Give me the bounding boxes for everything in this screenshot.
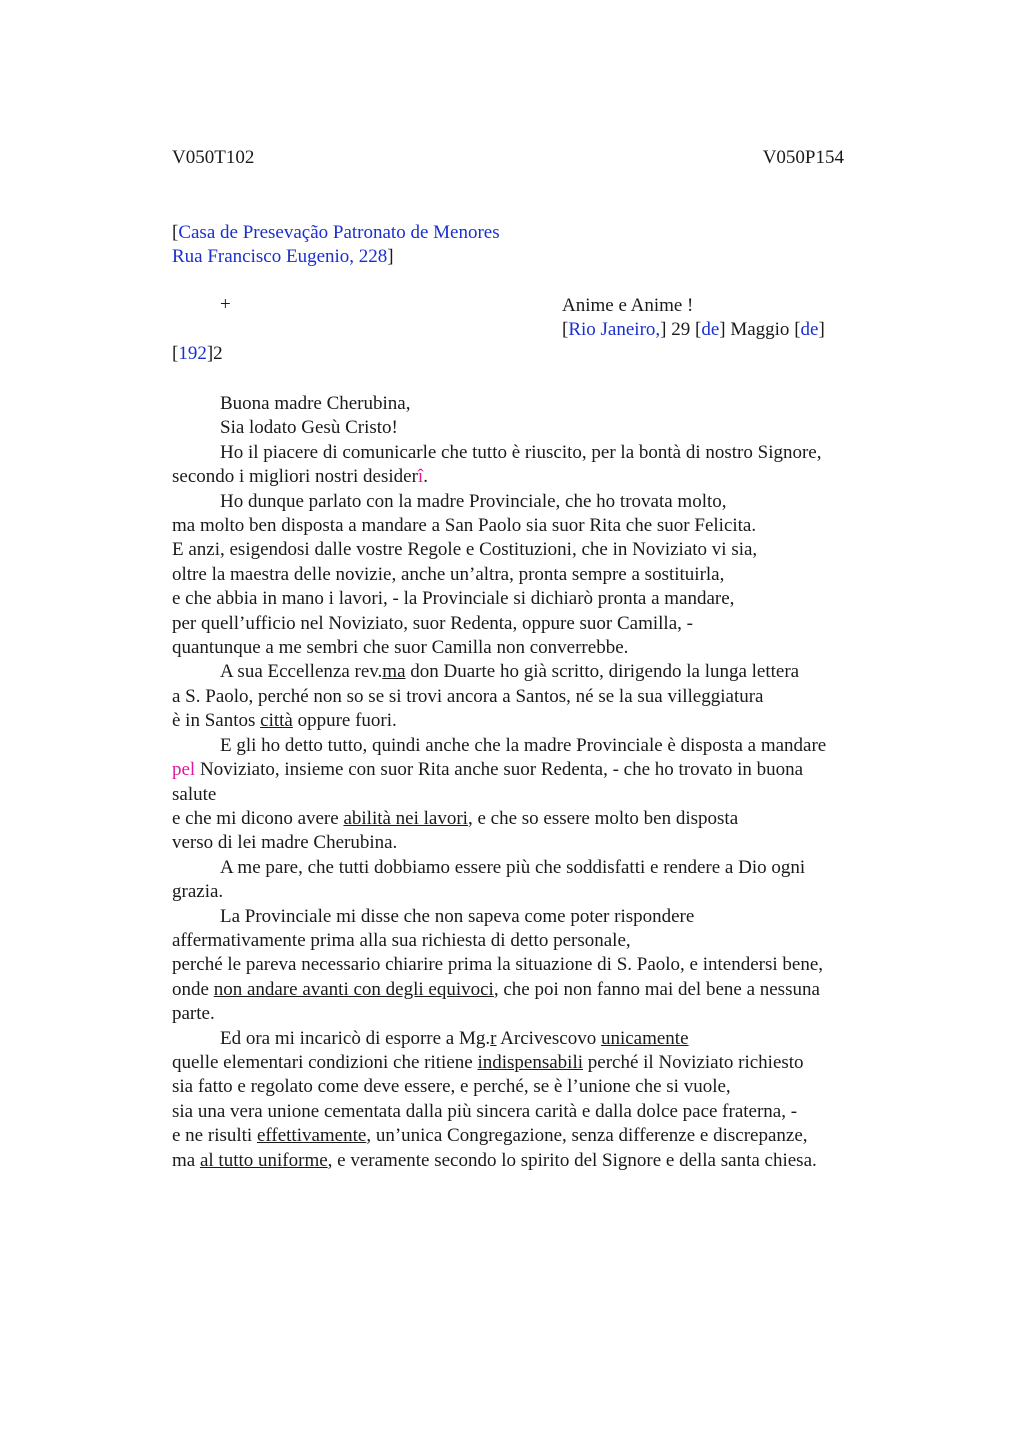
- underlined-text: indispensabili: [477, 1051, 584, 1073]
- underlined-text: ma: [382, 661, 406, 683]
- letter-line: pel Noviziato, insieme con suor Rita anche suor Redenta, - che ho trovato in buona: [172, 759, 804, 781]
- address-institution: Casa de Presevação Patronato de Menores: [178, 222, 500, 243]
- letter-line: e che mi dicono avere abilità nei lavori, e che so essere molto ben disposta: [172, 807, 739, 829]
- de-1: de: [701, 319, 720, 341]
- letter-line: parte.: [172, 1003, 215, 1025]
- underlined-text: al tutto uniforme: [199, 1149, 328, 1171]
- letter-line: A sua Eccellenza rev.ma don Duarte ho già scritto, dirigendo la lunga lettera: [220, 661, 800, 683]
- day: 29: [671, 319, 691, 341]
- place-date: [Rio Janeiro,] 29 [de] Maggio [de]: [562, 319, 825, 341]
- letter-line: Ed ora mi incaricò di esporre a Mg.r Arcivescovo unicamente: [220, 1027, 689, 1049]
- letter-line: per quell’ufficio nel Noviziato, suor Redenta, oppure suor Camilla, -: [172, 612, 693, 634]
- letter-line: e ne risulti effettivamente, un’unica Congregazione, senza differenze e discrepanze,: [172, 1125, 808, 1147]
- letter-line: quantunque a me sembri che suor Camilla non converrebbe.: [172, 637, 629, 659]
- editorial-mark: î: [417, 466, 424, 488]
- underlined-text: città: [260, 710, 293, 732]
- editorial-mark: pel: [172, 759, 196, 781]
- address-block: [172, 221, 500, 270]
- year-line: [192]2: [172, 343, 223, 364]
- address-line-2: Rua Francisco Eugenio, 228]: [172, 246, 394, 268]
- letter-line: ma molto ben disposta a mandare a San Paolo sia suor Rita che suor Felicita.: [172, 515, 757, 537]
- year-suffix: 2: [213, 343, 223, 364]
- address-street: Rua Francisco Eugenio, 228: [172, 246, 388, 268]
- letter-line: E anzi, esigendosi dalle vostre Regole e Costituzioni, che in Noviziato vi sia,: [172, 539, 758, 561]
- letter-line: e che abbia in mano i lavori, - la Provinciale si dichiarò pronta a mandare,: [172, 588, 735, 610]
- address-line-1: [Casa de Presevação Patronato de Menores: [172, 222, 500, 243]
- letter-line: La Provinciale mi disse che non sapeva come poter rispondere: [220, 905, 695, 927]
- letter-line: grazia.: [172, 881, 224, 903]
- letter-line: secondo i migliori nostri desiderî.: [172, 466, 428, 488]
- underlined-text: effettivamente: [256, 1125, 367, 1147]
- underlined-text: unicamente: [600, 1027, 689, 1049]
- place: Rio Janeiro,: [568, 319, 661, 341]
- letter-line: Ho il piacere di comunicarle che tutto è riuscito, per la bontà di nostro Signore,: [220, 441, 822, 463]
- salutation: Buona madre Cherubina,: [220, 393, 411, 414]
- letter-line: a S. Paolo, perché non so se si trovi ancora a Santos, né se la sua villeggiatura: [172, 685, 764, 707]
- document-code: V050T102: [172, 147, 255, 168]
- letter-line: è in Santos città oppure fuori.: [172, 710, 397, 732]
- letter-line: sia fatto e regolato come deve essere, e perché, se è l’unione che si vuole,: [172, 1076, 731, 1098]
- letter-body: [172, 392, 892, 1173]
- letter-line: oltre la maestra delle novizie, anche un’altra, pronta sempre a sostituirla,: [172, 563, 725, 585]
- letter-line: onde non andare avanti con degli equivoci, che poi non fanno mai del bene a nessuna: [172, 978, 820, 1000]
- month: Maggio: [730, 319, 790, 341]
- letter-line: ma al tutto uniforme, e veramente secondo lo spirito del Signore e della santa chiesa.: [172, 1149, 817, 1171]
- letter-line: Ho dunque parlato con la madre Provinciale, che ho trovata molto,: [220, 490, 727, 512]
- letter-line: affermativamente prima alla sua richiesta di detto personale,: [172, 929, 631, 951]
- letter-line: quelle elementari condizioni che ritiene indispensabili perché il Noviziato richiesto: [172, 1051, 804, 1073]
- letter-line: salute: [172, 783, 217, 805]
- letter-line: perché le pareva necessario chiarire prima la situazione di S. Paolo, e intendersi bene,: [172, 954, 824, 976]
- de-2: de: [800, 319, 819, 341]
- underlined-text: abilità nei lavori: [343, 807, 468, 829]
- letter-line: E gli ho detto tutto, quindi anche che la madre Provinciale è disposta a mandare: [220, 734, 827, 756]
- motto: Anime e Anime !: [562, 295, 694, 316]
- page-header: [172, 147, 844, 171]
- letter-line: sia una vera unione cementata dalla più sincera carità e dalla dolce pace fraterna, -: [172, 1100, 798, 1122]
- letter-line: verso di lei madre Cherubina.: [172, 832, 398, 854]
- page-code: V050P154: [762, 147, 844, 168]
- letter-line: A me pare, che tutti dobbiamo essere più che soddisfatti e rendere a Dio ogni: [220, 856, 806, 878]
- underlined-text: non andare avanti con degli equivoci: [213, 978, 494, 1000]
- cross-symbol: +: [220, 294, 231, 315]
- year-prefix: 192: [178, 343, 207, 364]
- dateline-block: [562, 294, 825, 343]
- underlined-text: r: [490, 1027, 497, 1049]
- greeting: Sia lodato Gesù Cristo!: [220, 417, 398, 439]
